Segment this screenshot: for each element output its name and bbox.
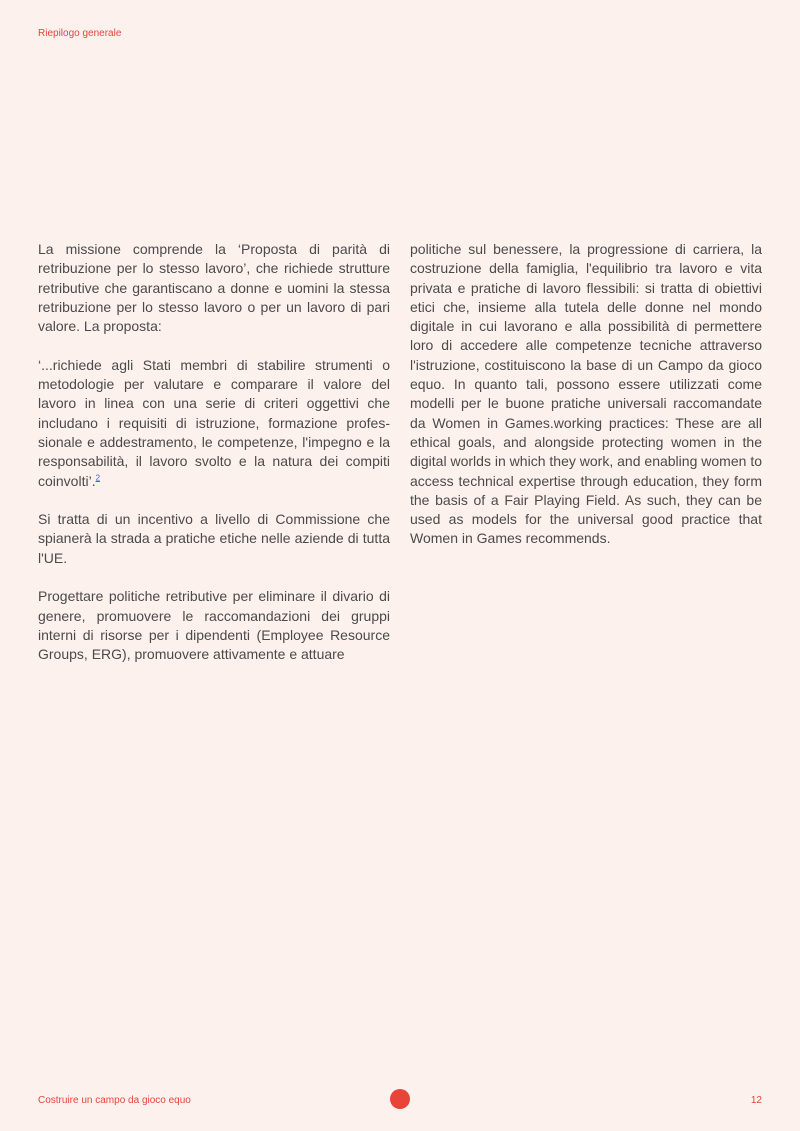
paragraph-policies: Progettare politiche retributive per eliminare il divario di genere, promuovere le raccomandazioni dei gruppi interni di risorse per i dipendenti (Employee Resource Groups, ERG), promuovere attivamente e attuare (38, 588, 390, 663)
right-column (410, 240, 762, 568)
quote-text: ‘...richiede agli Stati membri di stabilire strumenti o metodologie per valutare e comparare il valore del lavoro in linea con una serie di criteri oggettivi che includano i requisiti di istruzione, formazione profes-sionale e addestramento, le competenze, l'impegno e la responsabilità, il lavoro svolto e la natura dei compiti coinvolti’. (38, 356, 390, 489)
paragraph-continuation: politiche sul benessere, la progressione di carriera, la costruzione della famiglia, l'equilibrio tra lavoro e vita privata e pratiche di lavoro flessibili: si tratta di obiettivi etici che, insieme alla tutela delle donne nel mondo digitale in cui lavorano e alla possibilità di permettere loro di accedere alle competenze tecniche attraverso l'istruzione, costituiscono la base di un Campo da gioco equo. In quanto tali, possono essere utilizzati come modelli per le buone pratiche universali raccomandate da Women in Games.working practices: These are all ethical goals, and alongside protecting women in the digital worlds in which they work, and enabling women to access technical expertise through education, they form the basis of a Fair Playing Field. As such, they can be used as models for the universal good practice that Women in Games recommends. (410, 241, 762, 547)
page-number: 12 (750, 1095, 762, 1106)
paragraph-quote (38, 356, 390, 491)
footer-dot-icon (390, 1089, 410, 1109)
footnote-link[interactable]: 2 (95, 472, 101, 482)
running-header: Riepilogo generale (38, 28, 122, 39)
left-column (38, 240, 390, 684)
footer-document-title: Costruire un campo da gioco equo (38, 1095, 191, 1106)
paragraph-incentive: Si tratta di un incentivo a livello di Commissione che spianerà la strada a pratiche etiche nelle aziende di tutta l'UE. (38, 511, 390, 566)
paragraph-mission: La missione comprende la ‘Proposta di parità di retribuzione per lo stesso lavoro’, che richiede strutture retributive che garantiscano a donne e uomini la stessa retribuzione per lo stesso lavoro o per un lavoro di pari valore. La proposta: (38, 241, 390, 335)
